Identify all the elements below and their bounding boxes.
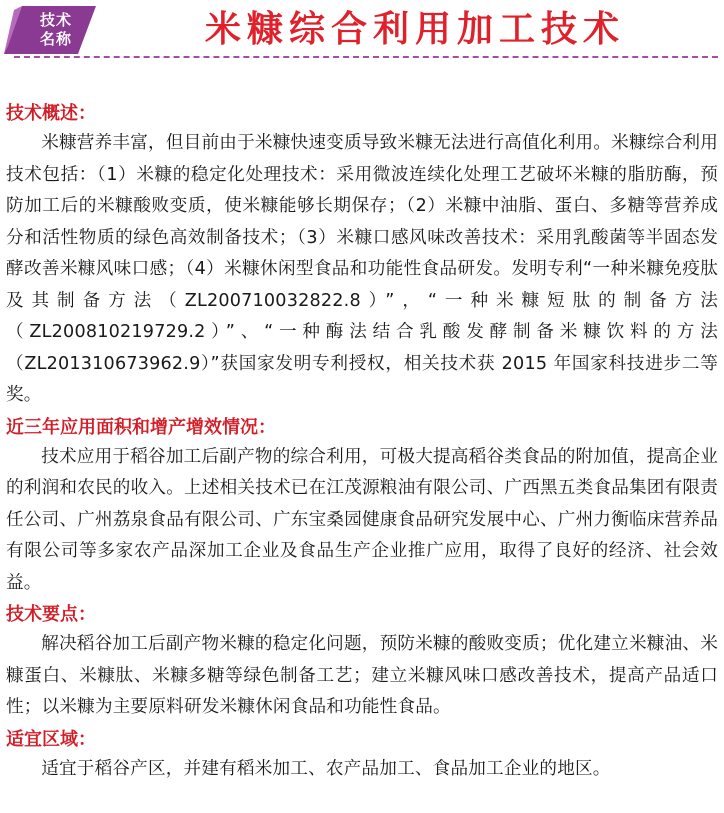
section-paragraph: 解决稻谷加工后副产物米糠的稳定化问题，预防米糠的酸败变质；优化建立米糠油、米糠蛋白、米糠肽、米糠多糖等绿色制备工艺；建立米糠风味口感改善技术，提高产品适口性；以米糠为主要原料研发米糠休闲食品和功能性食品。 xyxy=(6,634,718,717)
section-paragraph: 米糠营养丰富，但目前由于米糠快速变质导致米糠无法进行高值化利用。米糠综合利用技术包括：（1）米糠的稳定化处理技术：采用微波连续化处理工艺破坏米糠的脂肪酶，预防加工后的米糠酸败变质，使米糠能够长期保存；（2）米糠中油脂、蛋白、多糖等营养成分和活性物质的绿色高效制备技术；（3）米糠口感风味改善技术：采用乳酸菌等半固态发酵改善米糠风味口感；（4）米糠休闲型食品和功能性食品研发。发明专利“一种米糠免疫肽及其制备方法（ZL200710032822.8）”，“一种米糠短肽的制备方法（ZL200810219729.2）”、“一种酶法结合乳酸发酵制备米糠饮料的方法（ZL201310673962.9）”获国家发明专利授权，相关技术获 2015 年国家科技进步二等奖。 xyxy=(6,133,718,405)
document-body xyxy=(6,100,718,787)
document-title: 米糠综合利用加工技术 xyxy=(204,9,625,50)
header-divider xyxy=(14,56,718,58)
section-heading: 技术要点： xyxy=(6,604,96,625)
section-paragraph: 适宜于稻谷产区，并建有稻米加工、农产品加工、食品加工企业的地区。 xyxy=(41,758,611,779)
tag-label-line1: 技术 xyxy=(39,11,72,29)
section-heading: 近三年应用面积和增产增效情况： xyxy=(6,416,276,438)
section-suitable-regions xyxy=(6,726,718,786)
section-heading: 技术概述： xyxy=(6,103,96,124)
section-overview xyxy=(6,100,718,412)
tag-label xyxy=(26,11,86,49)
section-key-points xyxy=(6,601,718,724)
tech-name-tag xyxy=(4,6,96,54)
section-application xyxy=(6,414,718,600)
tag-label-line2: 名称 xyxy=(39,30,72,48)
section-paragraph: 技术应用于稻谷加工后副产物的综合利用，可极大提高稻谷类食品的附加值，提高企业的利润和农民的收入。上述相关技术已在江茂源粮油有限公司、广西黑五类食品集团有限责任公司、广州荔泉食品有限公司、广东宝桑园健康食品研究发展中心、广州力衡临床营养品有限公司等多家农产品深加工企业及食品生产企业推广应用，取得了良好的经济、社会效益。 xyxy=(6,446,718,593)
document-header xyxy=(0,0,724,62)
section-heading: 适宜区域： xyxy=(6,728,96,750)
